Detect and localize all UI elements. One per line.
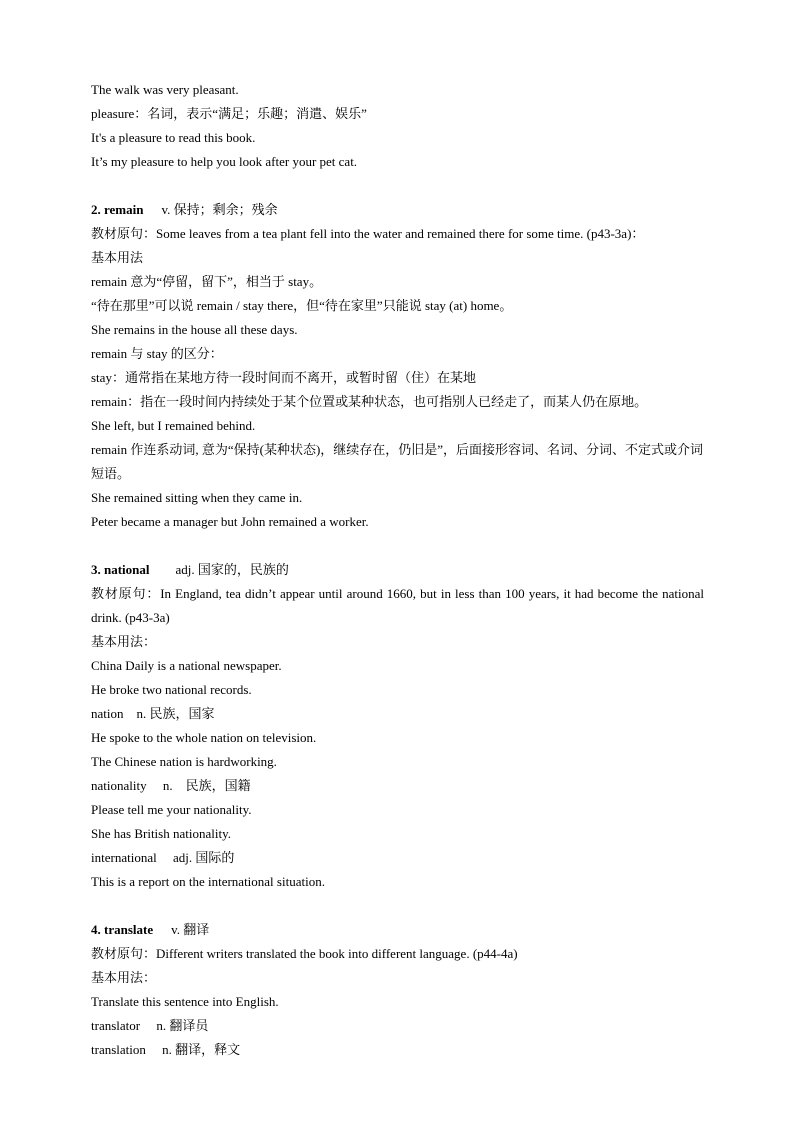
usage-label: 基本用法 [91, 250, 144, 265]
part-of-speech: v. [161, 202, 171, 217]
part-of-speech: adj. [175, 562, 195, 577]
related-word: translation n. 翻译，释文 [91, 1042, 241, 1057]
related-word: nationality n. 民族，国籍 [91, 778, 251, 793]
related-word: translator n. 翻译员 [91, 1018, 209, 1033]
usage-note: stay：通常指在某地方待一段时间而不离开，或暂时留（住）在某地 [91, 370, 476, 385]
spacer [91, 534, 704, 558]
section-heading-translate [91, 918, 704, 942]
example-sentence: She left, but I remained behind. [91, 418, 256, 433]
usage-note: “待在那里”可以说 remain / stay there，但“待在家里”只能说 stay (at) home。 [91, 298, 513, 313]
section-heading-remain [91, 198, 704, 222]
usage-label: 基本用法： [91, 970, 157, 985]
example-sentence: Please tell me your nationality. [91, 802, 252, 817]
related-word: nation n. 民族，国家 [91, 706, 215, 721]
usage-note: remain 与 stay 的区分： [91, 346, 223, 361]
usage-label: 基本用法： [91, 634, 157, 649]
example-sentence: She remained sitting when they came in. [91, 490, 303, 505]
example-sentence: The walk was very pleasant. [91, 82, 239, 97]
document-page [91, 78, 704, 1062]
example-sentence: It's a pleasure to read this book. [91, 130, 256, 145]
example-sentence: She has British nationality. [91, 826, 231, 841]
textbook-sentence: 教材原句：Some leaves from a tea plant fell into the water and remained there for some time. (p43-3a)： [91, 226, 645, 241]
spacer [91, 174, 704, 198]
usage-note: remain 意为“停留，留下”，相当于 stay。 [91, 274, 323, 289]
example-sentence: The Chinese nation is hardworking. [91, 754, 277, 769]
example-sentence: Peter became a manager but John remained a worker. [91, 514, 369, 529]
word-meaning: 保持；剩余；残余 [173, 202, 278, 217]
vocab-word: 4. translate [91, 922, 154, 937]
part-of-speech: v. [171, 922, 181, 937]
example-sentence: China Daily is a national newspaper. [91, 658, 282, 673]
vocab-word: 3. national [91, 562, 150, 577]
example-sentence: It’s my pleasure to help you look after your pet cat. [91, 154, 358, 169]
example-sentence: He broke two national records. [91, 682, 252, 697]
word-meaning: 国家的，民族的 [197, 562, 289, 577]
definition-line: pleasure：名词，表示“满足；乐趣；消遣、娱乐” [91, 106, 367, 121]
related-word: international adj. 国际的 [91, 850, 235, 865]
spacer [91, 894, 704, 918]
textbook-sentence: 教材原句：Different writers translated the book into different language. (p44-4a) [91, 946, 518, 961]
vocab-word: 2. remain [91, 202, 144, 217]
word-meaning: 翻译 [183, 922, 210, 937]
example-sentence: He spoke to the whole nation on television. [91, 730, 317, 745]
section-heading-national [91, 558, 704, 582]
textbook-sentence: 教材原句：In England, tea didn’t appear until around 1660, but in less than 100 years, it had become the national drink. (p43-3a) [91, 586, 704, 625]
usage-note: remain 作连系动词, 意为“保持(某种状态)，继续存在，仍旧是”，后面接形容词、名词、分词、不定式或介词短语。 [91, 442, 704, 481]
example-sentence: This is a report on the international situation. [91, 874, 325, 889]
example-sentence: Translate this sentence into English. [91, 994, 279, 1009]
usage-note: remain：指在一段时间内持续处于某个位置或某种状态，也可指别人已经走了，而某人仍在原地。 [91, 394, 648, 409]
example-sentence: She remains in the house all these days. [91, 322, 298, 337]
